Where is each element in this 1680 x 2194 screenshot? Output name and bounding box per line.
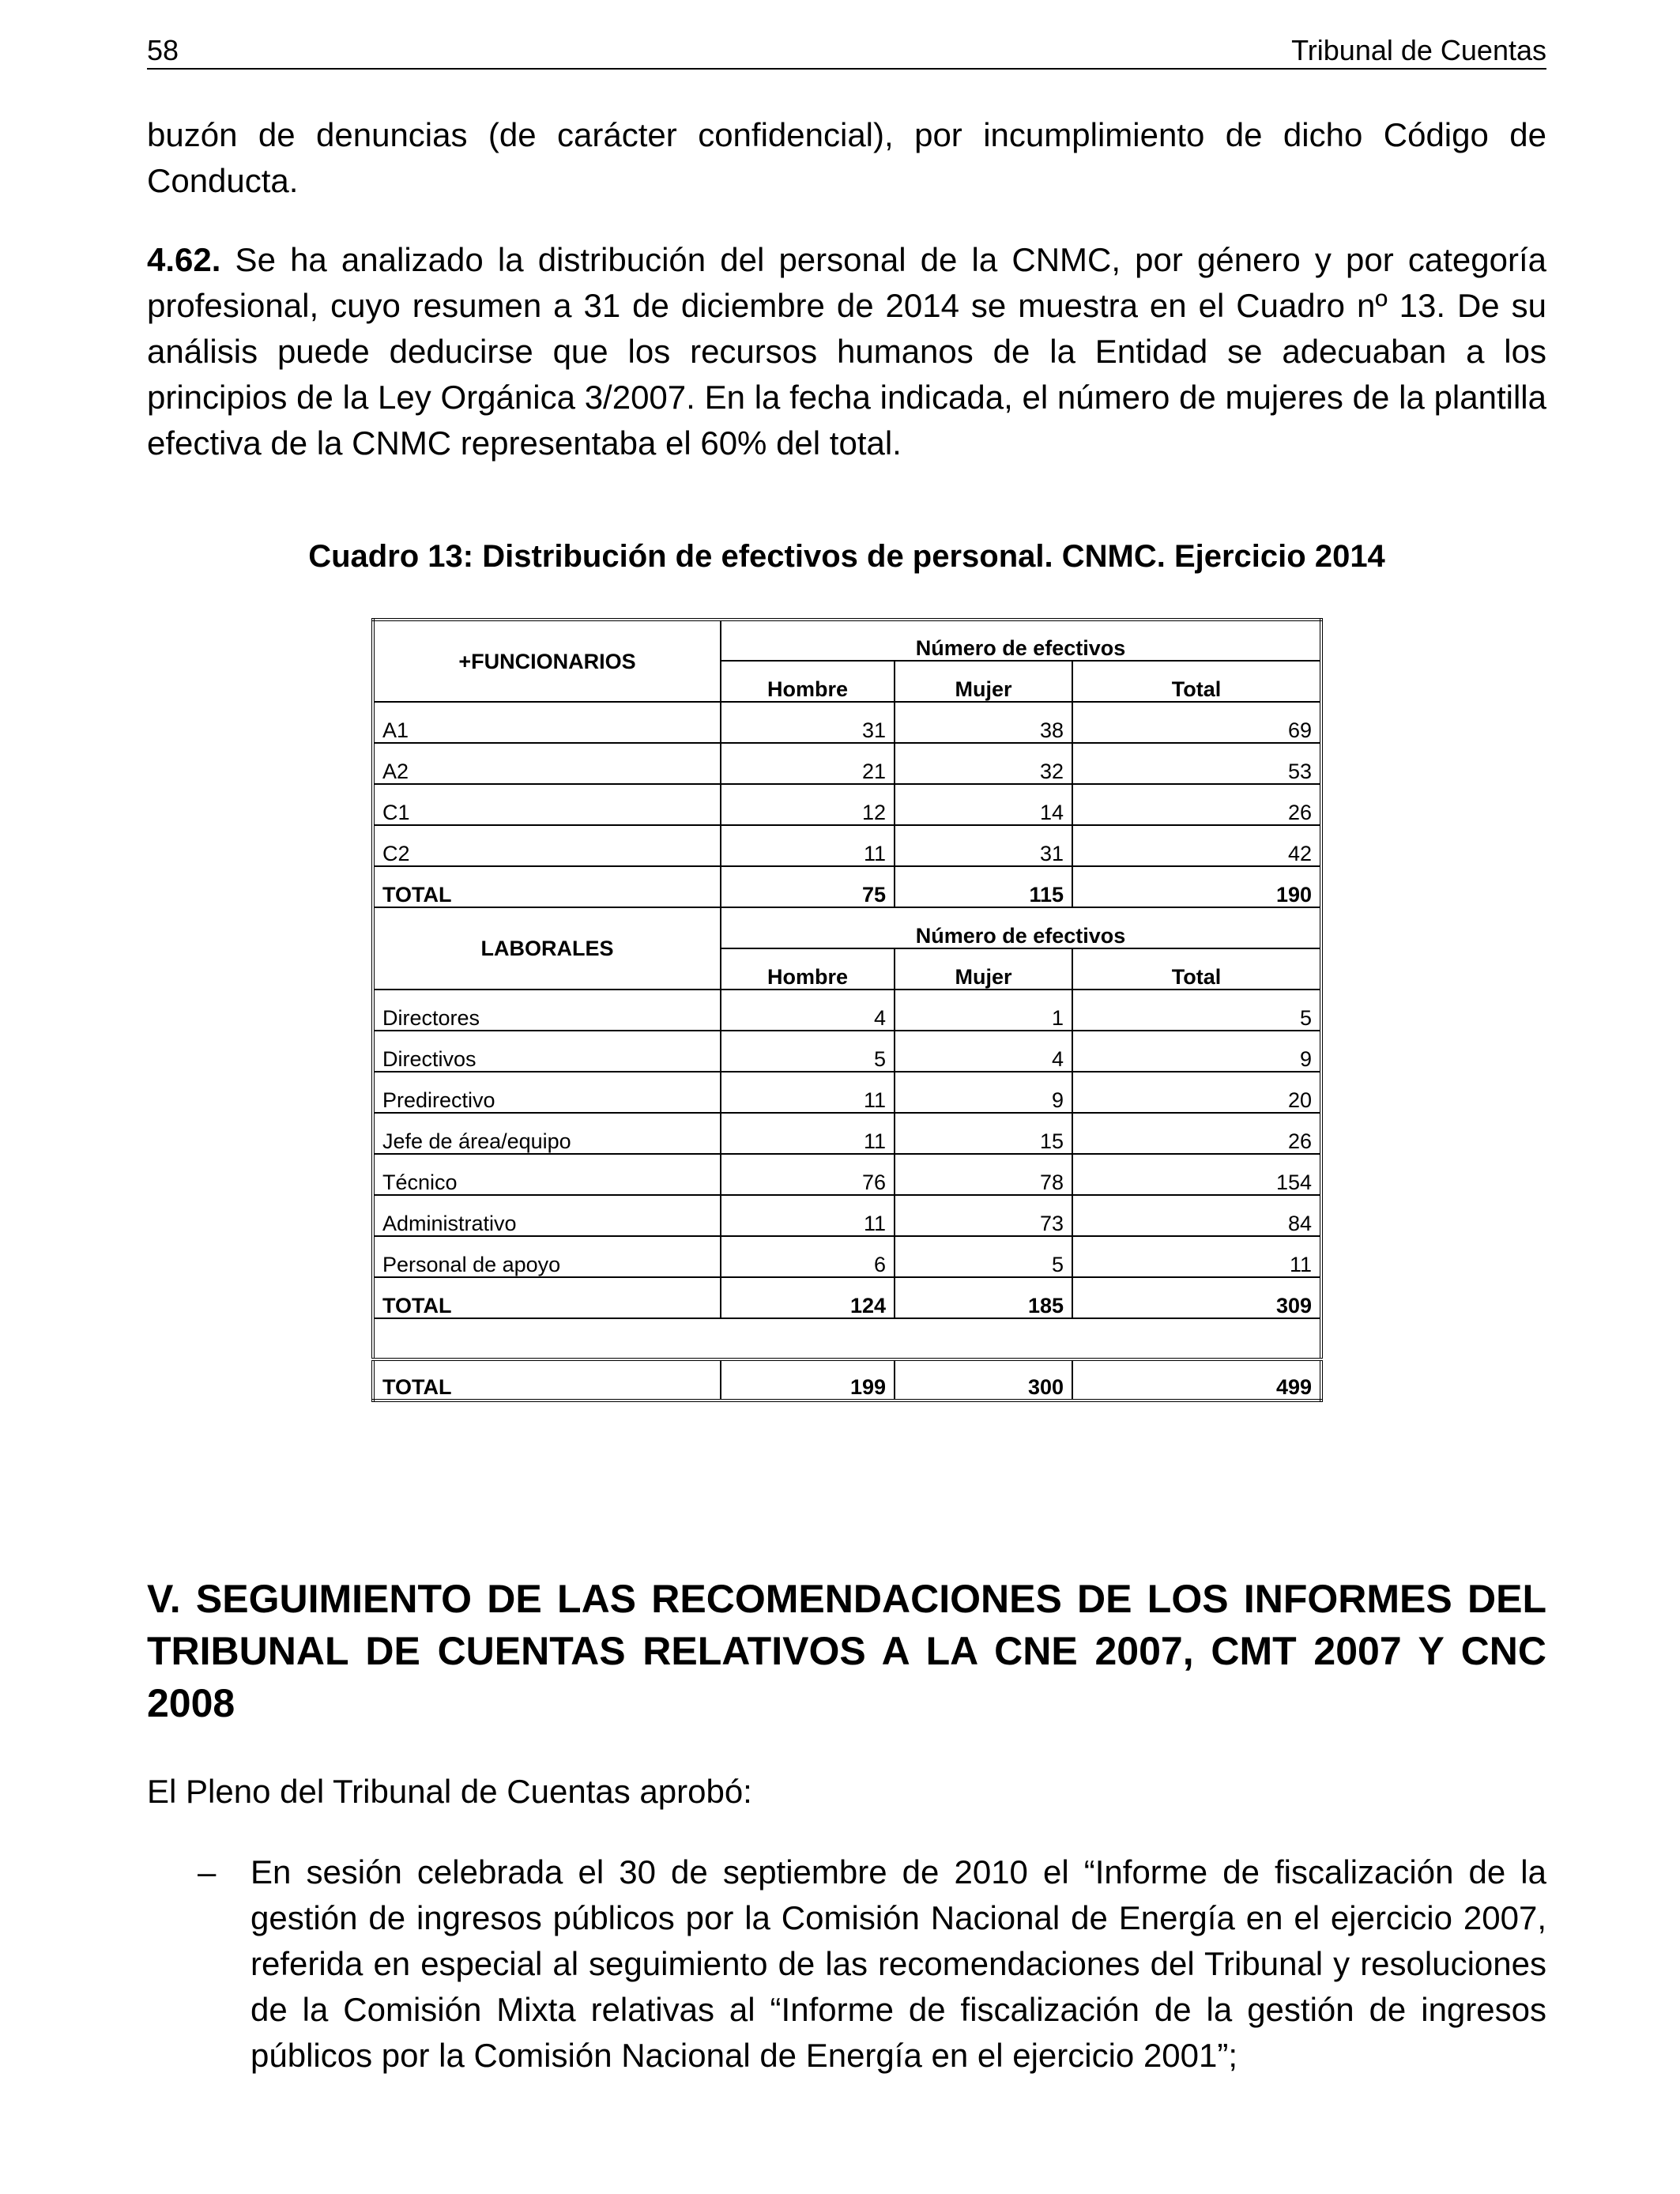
table-row xyxy=(373,990,1321,1031)
cell-total: 9 xyxy=(1072,1031,1321,1072)
cell-total: 309 xyxy=(1072,1277,1321,1318)
cell-hombre: 4 xyxy=(721,990,895,1031)
row-label: Jefe de área/equipo xyxy=(373,1113,721,1154)
cell-hombre: 12 xyxy=(721,784,895,825)
cell-hombre: 11 xyxy=(721,1072,895,1113)
funcionarios-total-row xyxy=(373,866,1321,907)
row-label: TOTAL xyxy=(373,1277,721,1318)
cell-mujer: 5 xyxy=(895,1236,1072,1277)
cell-hombre: 31 xyxy=(721,702,895,743)
cell-mujer: 9 xyxy=(895,1072,1072,1113)
row-label: C1 xyxy=(373,784,721,825)
table-row xyxy=(373,1031,1321,1072)
row-label: TOTAL xyxy=(373,866,721,907)
row-label: Directivos xyxy=(373,1031,721,1072)
row-label: Personal de apoyo xyxy=(373,1236,721,1277)
table-spacer-row xyxy=(373,1318,1321,1359)
cell-total: 20 xyxy=(1072,1072,1321,1113)
table-row xyxy=(373,1154,1321,1195)
table-row xyxy=(373,1195,1321,1236)
col-header-mujer: Mujer xyxy=(895,948,1072,990)
cell-hombre: 124 xyxy=(721,1277,895,1318)
bullet-dash: – xyxy=(198,1853,217,1891)
cell-mujer: 300 xyxy=(895,1359,1072,1400)
cell-total: 499 xyxy=(1072,1359,1321,1400)
cell-hombre: 11 xyxy=(721,825,895,866)
paragraph-number: 4.62. xyxy=(147,241,221,278)
laborales-label: LABORALES xyxy=(373,907,721,990)
cell-total: 69 xyxy=(1072,702,1321,743)
row-label: A2 xyxy=(373,743,721,784)
cell-hombre: 75 xyxy=(721,866,895,907)
cell-mujer: 185 xyxy=(895,1277,1072,1318)
cell-total: 53 xyxy=(1072,743,1321,784)
cell-hombre: 11 xyxy=(721,1113,895,1154)
row-label: C2 xyxy=(373,825,721,866)
funcionarios-group-header: Número de efectivos xyxy=(721,620,1321,661)
cell-mujer: 31 xyxy=(895,825,1072,866)
personnel-table xyxy=(371,618,1320,1402)
paragraph-intro: buzón de denuncias (de carácter confidencial), por incumplimiento de dicho Código de Conducta. xyxy=(147,116,1546,199)
row-label: Administrativo xyxy=(373,1195,721,1236)
col-header-mujer: Mujer xyxy=(895,661,1072,702)
cell-mujer: 1 xyxy=(895,990,1072,1031)
row-label: Directores xyxy=(373,990,721,1031)
cell-hombre: 199 xyxy=(721,1359,895,1400)
cell-total: 26 xyxy=(1072,1113,1321,1154)
cell-mujer: 32 xyxy=(895,743,1072,784)
cell-hombre: 6 xyxy=(721,1236,895,1277)
paragraph-4-62 xyxy=(147,237,1546,466)
table-row xyxy=(373,702,1321,743)
cell-hombre: 11 xyxy=(721,1195,895,1236)
cell-mujer: 15 xyxy=(895,1113,1072,1154)
paragraph-text: Se ha analizado la distribución del personal de la CNMC, por género y por categoría profesional, cuyo resumen a 31 de diciembre de 2014 se muestra en el Cuadro nº 13. De su análisis puede deducirse que los recursos humanos de la Entidad se adecuaban a los principios de la Ley Orgánica 3/2007. En la fecha indicada, el número de mujeres de la plantilla efectiva de la CNMC representaba el 60% del total. xyxy=(147,241,1546,462)
cell-mujer: 73 xyxy=(895,1195,1072,1236)
col-header-total: Total xyxy=(1072,661,1321,702)
cell-hombre: 21 xyxy=(721,743,895,784)
table-row xyxy=(373,1113,1321,1154)
table-row xyxy=(373,1236,1321,1277)
cell-total: 5 xyxy=(1072,990,1321,1031)
cell-total: 190 xyxy=(1072,866,1321,907)
cell-total: 84 xyxy=(1072,1195,1321,1236)
bullet-text: En sesión celebrada el 30 de septiembre de 2010 el “Informe de fiscalización de la gestión de ingresos públicos por la Comisión Nacional de Energía en el ejercicio 2007, referida en especial al seguimiento de las recomendaciones del Tribunal y resoluciones de la Comisión Mixta relativas al “Informe de fiscalización de la gestión de ingresos públicos por la Comisión Nacional de Energía en el ejercicio 2001”; xyxy=(250,1853,1546,2074)
cell-total: 42 xyxy=(1072,825,1321,866)
cell-mujer: 4 xyxy=(895,1031,1072,1072)
cell-total: 11 xyxy=(1072,1236,1321,1277)
section-title: V. SEGUIMIENTO DE LAS RECOMENDACIONES DE LOS INFORMES DEL TRIBUNAL DE CUENTAS RELATIVOS A LA CNE 2007, CMT 2007 Y CNC 2008 xyxy=(147,1577,1546,1725)
header-title: Tribunal de Cuentas xyxy=(1291,34,1546,66)
col-header-hombre: Hombre xyxy=(721,661,895,702)
table-row xyxy=(373,784,1321,825)
table-row xyxy=(373,825,1321,866)
table-row xyxy=(373,743,1321,784)
funcionarios-label: +FUNCIONARIOS xyxy=(373,620,721,702)
row-label: Predirectivo xyxy=(373,1072,721,1113)
cell-mujer: 14 xyxy=(895,784,1072,825)
laborales-total-row xyxy=(373,1277,1321,1318)
row-label: TOTAL xyxy=(373,1359,721,1400)
cell-total: 154 xyxy=(1072,1154,1321,1195)
cell-hombre: 5 xyxy=(721,1031,895,1072)
page-header xyxy=(147,33,1546,70)
col-header-total: Total xyxy=(1072,948,1321,990)
table-caption: Cuadro 13: Distribución de efectivos de personal. CNMC. Ejercicio 2014 xyxy=(308,539,1385,574)
cell-mujer: 78 xyxy=(895,1154,1072,1195)
empty-cell xyxy=(373,1318,1321,1359)
row-label: Técnico xyxy=(373,1154,721,1195)
col-header-hombre: Hombre xyxy=(721,948,895,990)
row-label: A1 xyxy=(373,702,721,743)
table-row xyxy=(373,1072,1321,1113)
cell-mujer: 115 xyxy=(895,866,1072,907)
cell-mujer: 38 xyxy=(895,702,1072,743)
laborales-group-header: Número de efectivos xyxy=(721,907,1321,948)
cell-total: 26 xyxy=(1072,784,1321,825)
grand-total-row xyxy=(373,1359,1321,1400)
cell-hombre: 76 xyxy=(721,1154,895,1195)
page-number: 58 xyxy=(147,34,179,66)
section-intro: El Pleno del Tribunal de Cuentas aprobó: xyxy=(147,1773,752,1810)
